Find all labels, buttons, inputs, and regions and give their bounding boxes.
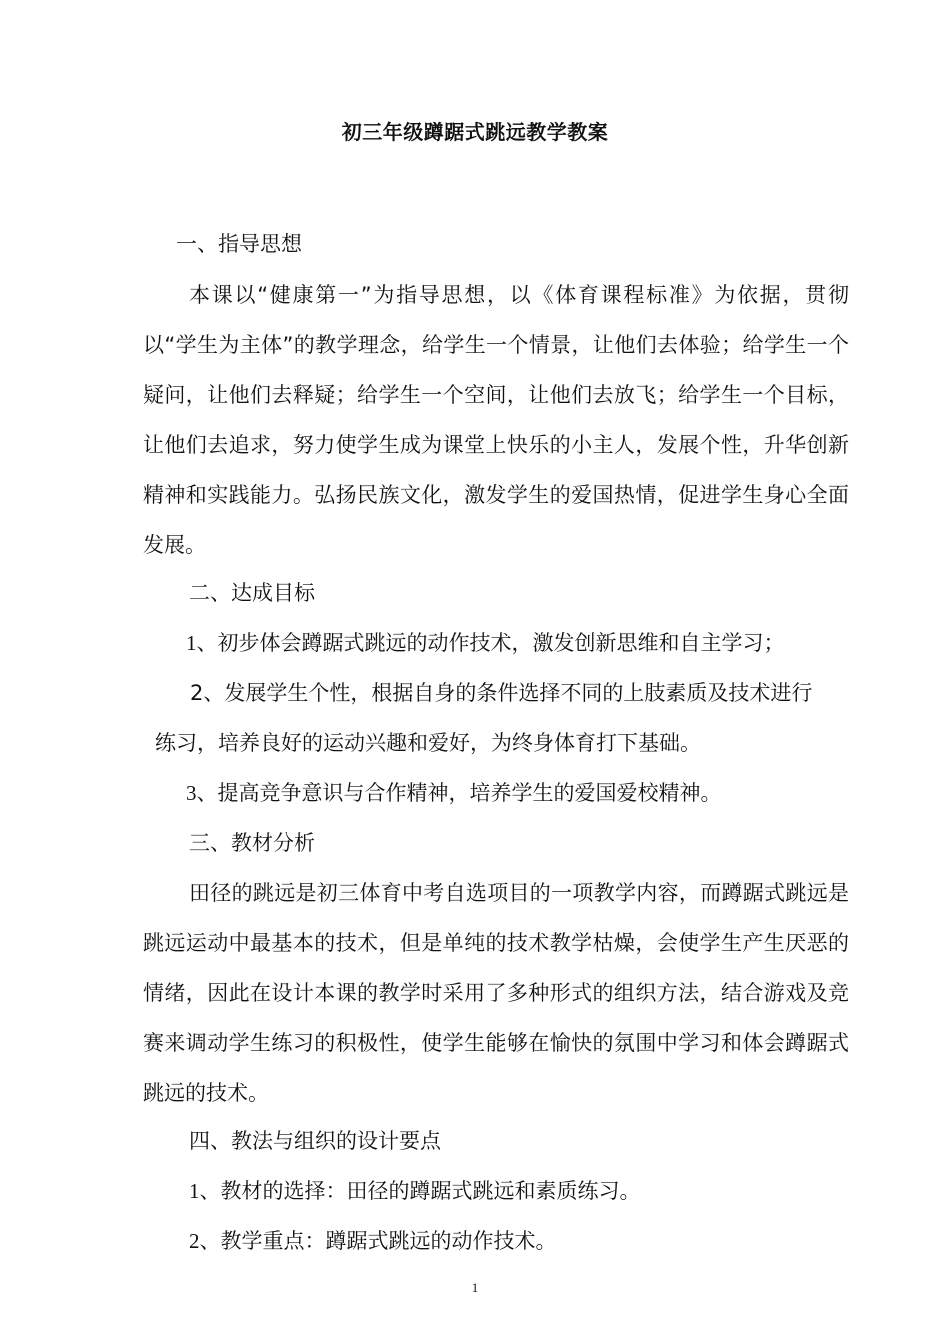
- goal-item-3-text: 、提高竞争意识与合作精神，培养学生的爱国爱校精神。: [196, 781, 722, 805]
- goal-item-2-line2: 练习，培养良好的运动兴趣和爱好，为终身体育打下基础。: [155, 731, 701, 755]
- paragraph-material-analysis: 田径的跳远是初三体育中考自选项目的一项教学内容，而蹲踞式跳远是跳远运动中最基本的技术，但是单纯的技术教学枯燥，会使学生产生厌恶的情绪，因此在设计本课的教学时采用了多种形式的组织方法，结合游戏及竞赛来调动学生练习的积极性，使学生能够在愉快的氛围中学习和体会蹲踞式跳远的技术。: [143, 881, 849, 1105]
- goal-item-1-number: 1: [186, 631, 197, 655]
- goal-item-3: [186, 778, 722, 808]
- goal-item-3-number: 3: [186, 781, 197, 805]
- page-title: 初三年级蹲踞式跳远教学教案: [341, 120, 609, 144]
- design-item-2: [189, 1226, 557, 1256]
- section-heading-guiding-thought: 一、指导思想: [176, 232, 302, 256]
- page-number: 1: [471, 1280, 479, 1295]
- section-heading-teaching-design: 四、教法与组织的设计要点: [189, 1129, 441, 1153]
- paragraph-guiding-thought: 本课以“健康第一”为指导思想，以《体育课程标准》为依据，贯彻以“学生为主体”的教学理念，给学生一个情景，让他们去体验；给学生一个疑问，让他们去释疑；给学生一个空间，让他们去放飞；给学生一个目标，让他们去追求，努力使学生成为课堂上快乐的小主人，发展个性，升华创新精神和实践能力。弘扬民族文化，激发学生的爱国热情，促进学生身心全面发展。: [143, 283, 849, 557]
- design-item-1-text: 、教材的选择：田径的蹲踞式跳远和素质练习。: [199, 1179, 641, 1203]
- section-heading-goals: 二、达成目标: [189, 581, 315, 605]
- section-heading-material-analysis: 三、教材分析: [189, 831, 315, 855]
- goal-item-1: [186, 628, 785, 658]
- design-item-2-text: 、教学重点：蹲踞式跳远的动作技术。: [199, 1229, 557, 1253]
- design-item-1: [189, 1176, 641, 1206]
- goal-item-1-text: 、初步体会蹲踞式跳远的动作技术，激发创新思维和自主学习；: [196, 631, 785, 655]
- design-item-2-number: 2: [189, 1229, 200, 1253]
- design-item-1-number: 1: [189, 1179, 200, 1203]
- goal-item-2-line1: 2、发展学生个性，根据自身的条件选择不同的上肢素质及技术进行: [190, 681, 813, 705]
